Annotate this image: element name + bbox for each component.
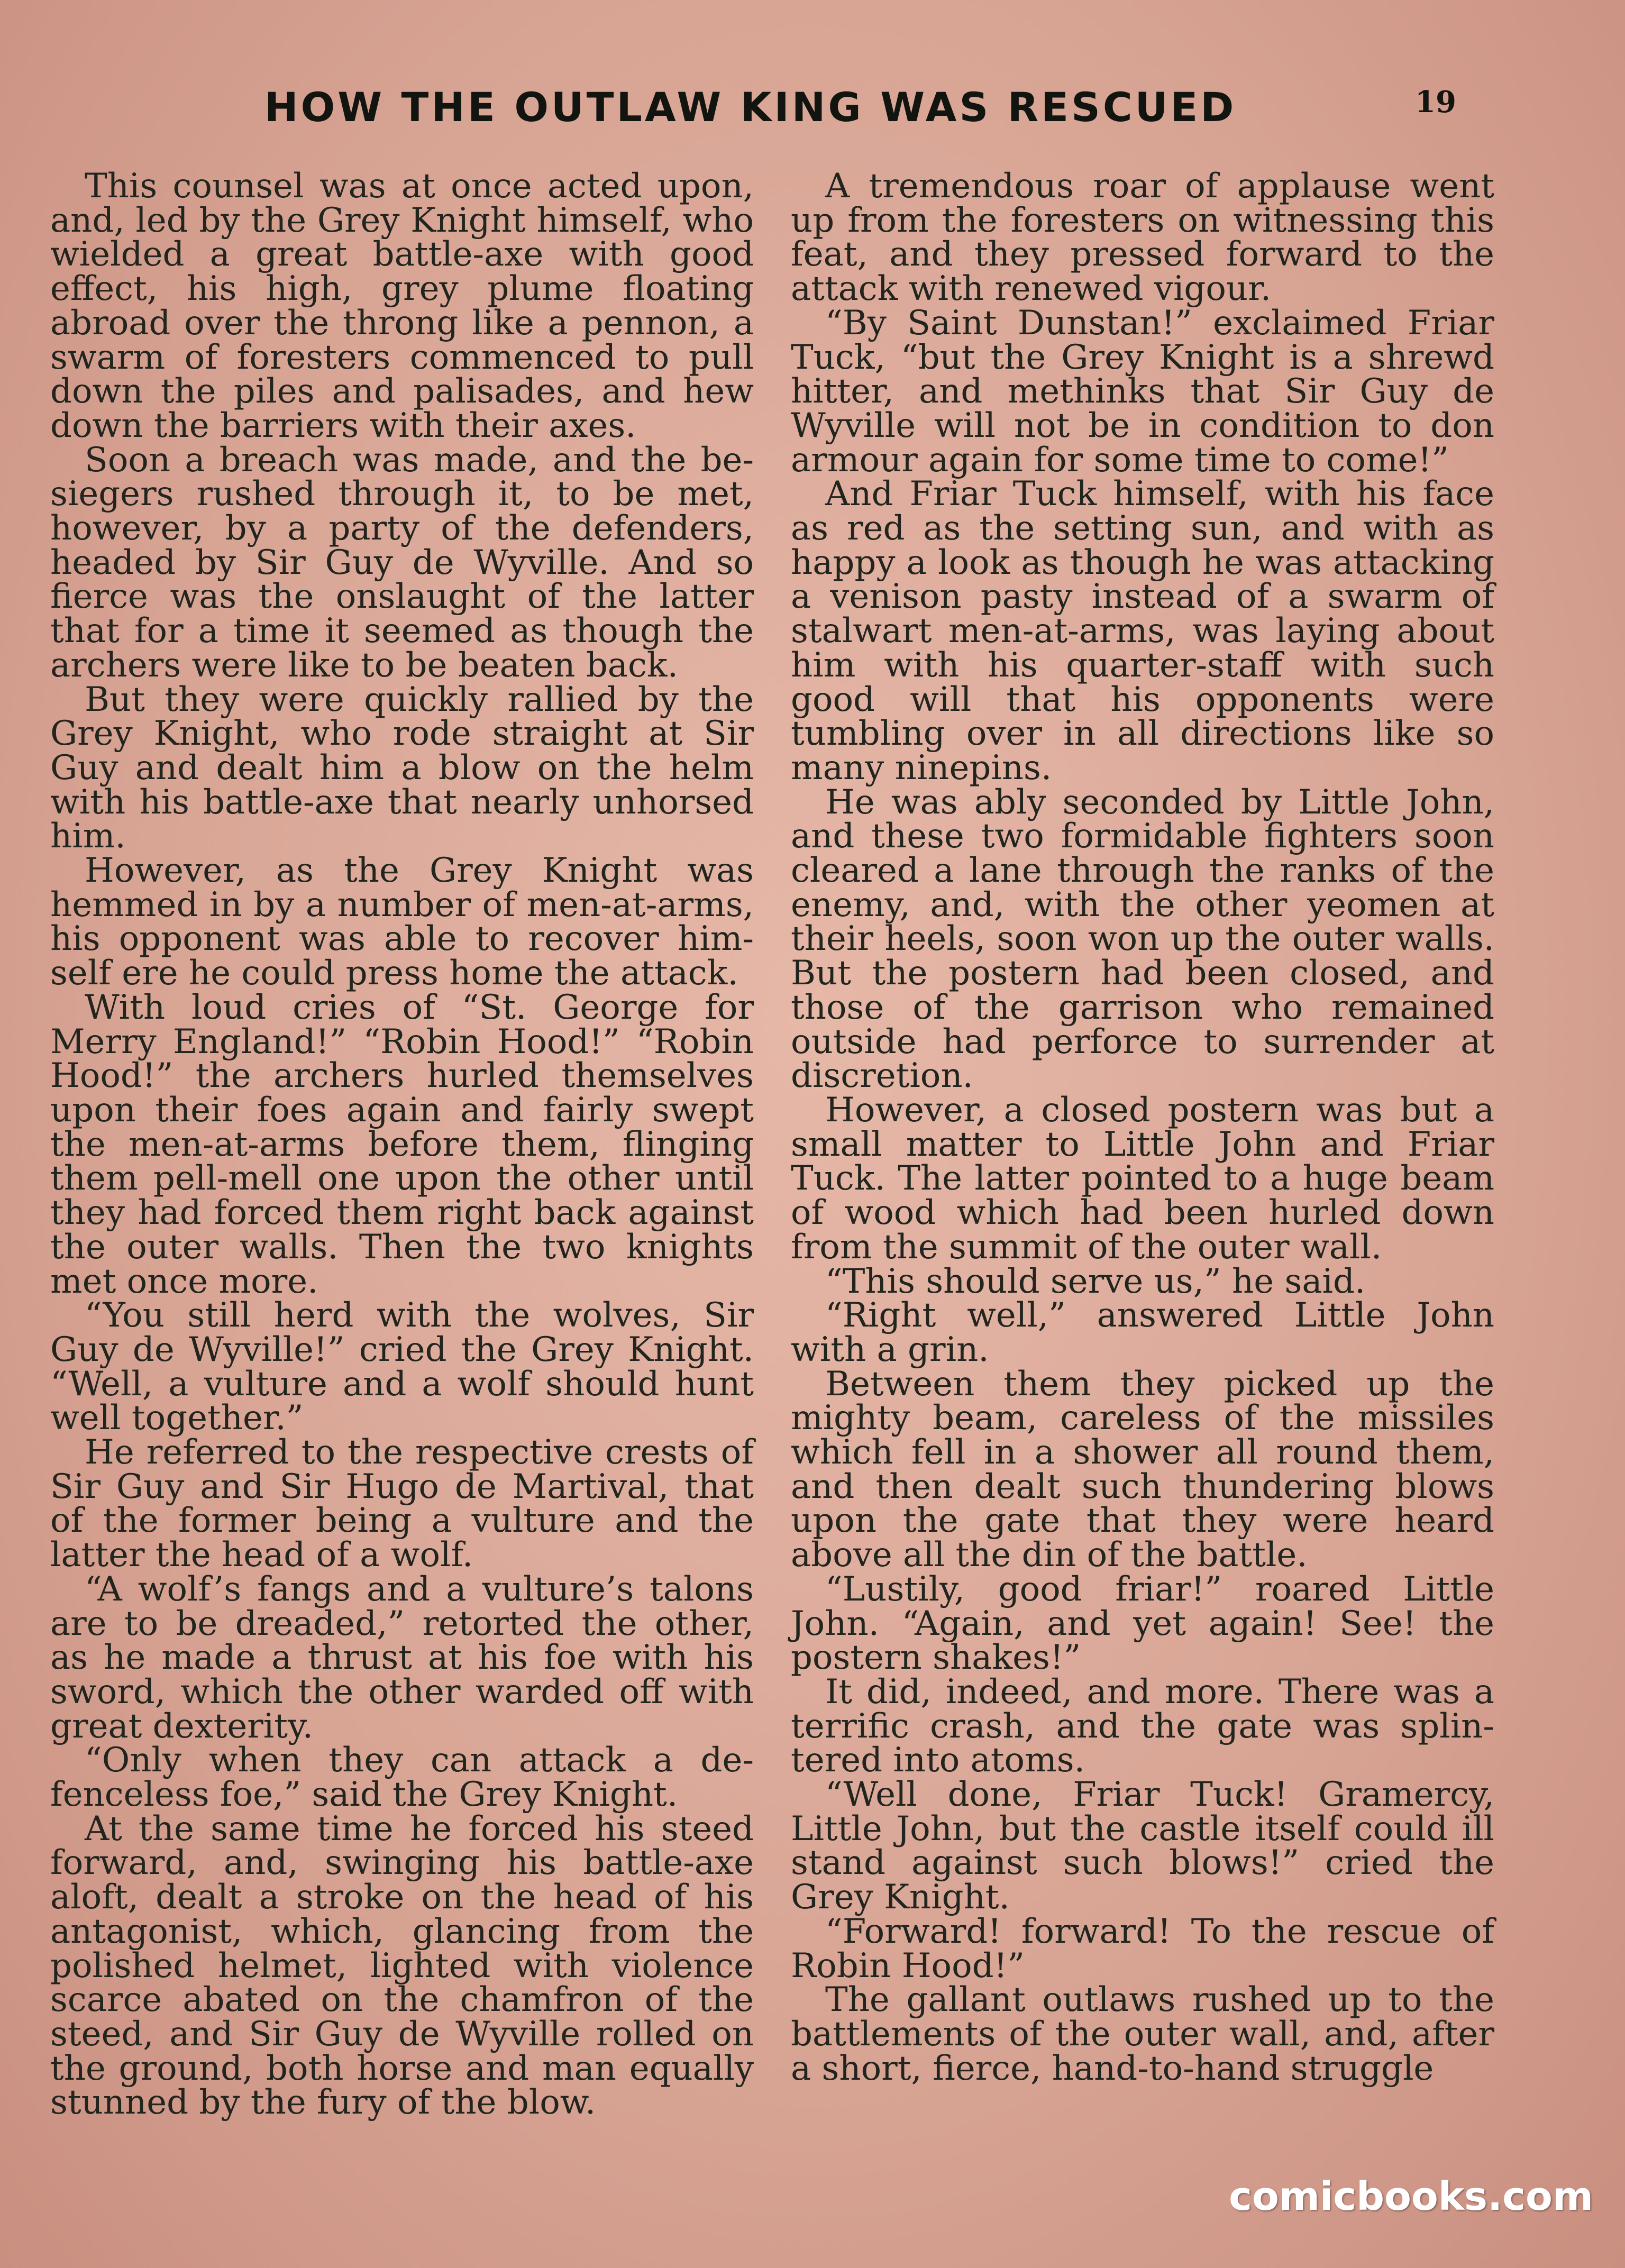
right-column: [791, 169, 1494, 2086]
paragraph: “Right well,” answered Little John with a grin.: [791, 1296, 1494, 1369]
paragraph: “By Saint Dunstan!” exclaimed Friar Tuck, “but the Grey Knight is a shrewd hitter, and methinks that Sir Guy de Wyville will not be in condition to don armour again for some time to come!”: [791, 303, 1494, 480]
paragraph: “Forward! forward! To the rescue of Robin Hood!”: [791, 1912, 1494, 1986]
paragraph: “A wolf’s fangs and a vulture’s talons are to be dreaded,” retorted the other, as he made a thrust at his foe with his sword, which the other warded off with great dexterity.: [50, 1569, 754, 1746]
paragraph: But they were quickly rallied by the Grey Knight, who rode straight at Sir Guy and dealt him a blow on the helm with his battle-axe that nearly unhorsed him.: [50, 680, 754, 856]
paragraph: He referred to the respective crests of Sir Guy and Sir Hugo de Martival, that of the former being a vulture and the latter the head of a wolf.: [50, 1433, 754, 1575]
paragraph: He was ably seconded by Little John, and these two formidable fighters soon cleared a lane through the ranks of the enemy, and, with the other yeomen at their heels, soon won up the outer walls. But the postern had been closed, and those of the garrison who remained outside had perforce to surrender at discretion.: [791, 782, 1494, 1096]
paragraph: At the same time he forced his steed forward, and, swinging his battle-axe aloft, dealt a stroke on the head of his antagonist, which, glancing from the polished helmet, lighted with violence scarce abated on the chamfron of the steed, and Sir Guy de Wyville rolled on the ground, both horse and man equally stunned by the fury of the blow.: [50, 1809, 754, 2123]
paragraph: Between them they picked up the mighty beam, careless of the missiles which fell in a shower all round them, and then dealt such thundering blows upon the gate that they were heard above all the din of the battle.: [791, 1364, 1494, 1575]
paragraph: With loud cries of “St. George for Merry England!” “Robin Hood!” “Robin Hood!” the archers hurled themselves upon their foes again and fairly swept the men-at-arms before them, flinging them pell-mell one upon the other until they had forced them right back against the outer walls. Then the two knights met once more.: [50, 987, 754, 1301]
paragraph: However, as the Grey Knight was hemmed in by a number of men-at-arms, his opponent was able to recover himself ere he could press home the attack.: [50, 851, 754, 993]
paragraph: “Lustily, good friar!” roared Little John. “Again, and yet again! See! the postern shakes!”: [791, 1569, 1494, 1678]
paragraph: It did, indeed, and more. There was a terrific crash, and the gate was splintered into atoms.: [791, 1672, 1494, 1780]
paragraph: Soon a breach was made, and the besiegers rushed through it, to be met, however, by a party of the defenders, headed by Sir Guy de Wyville. And so fierce was the onslaught of the latter that for a time it seemed as though the archers were like to be beaten back.: [50, 440, 754, 685]
paragraph: And Friar Tuck himself, with his face as red as the setting sun, and with as happy a look as though he was attacking a venison pasty instead of a swarm of stalwart men-at-arms, was laying about him with his quarter-staff with such good will that his opponents were tumbling over in all directions like so many ninepins.: [791, 474, 1494, 788]
page-header-title: HOW THE OUTLAW KING WAS RESCUED: [264, 84, 1237, 131]
paragraph: The gallant outlaws rushed up to the battlements of the outer wall, and, after a short, fierce, hand-to-hand struggle: [791, 1980, 1494, 2088]
paragraph: This counsel was at once acted upon, and, led by the Grey Knight himself, who wielded a great battle-axe with good effect, his high, grey plume floating abroad over the throng like a pennon, a swarm of foresters commenced to pull down the piles and palisades, and hew down the barriers with their axes.: [50, 167, 754, 445]
paragraph: “You still herd with the wolves, Sir Guy de Wyville!” cried the Grey Knight. “Well, a vulture and a wolf should hunt well together.”: [50, 1296, 754, 1438]
watermark-logo: comicbooks.com: [1229, 2174, 1593, 2219]
paragraph: However, a closed postern was but a small matter to Little John and Friar Tuck. The latter pointed to a huge beam of wood which had been hurled down from the summit of the outer wall.: [791, 1090, 1494, 1267]
page-number: 19: [1415, 85, 1456, 120]
left-column: [50, 167, 754, 2123]
paragraph: A tremendous roar of applause went up from the foresters on witnessing this feat, and they pressed forward to the attack with renewed vigour.: [791, 167, 1494, 309]
paragraph: “This should serve us,” he said.: [825, 1261, 1366, 1301]
paragraph: “Well done, Friar Tuck! Gramercy, Little John, but the castle itself could ill stand against such blows!” cried the Grey Knight.: [791, 1775, 1494, 1917]
paragraph: “Only when they can attack a defenceless foe,” said the Grey Knight.: [50, 1741, 754, 1815]
